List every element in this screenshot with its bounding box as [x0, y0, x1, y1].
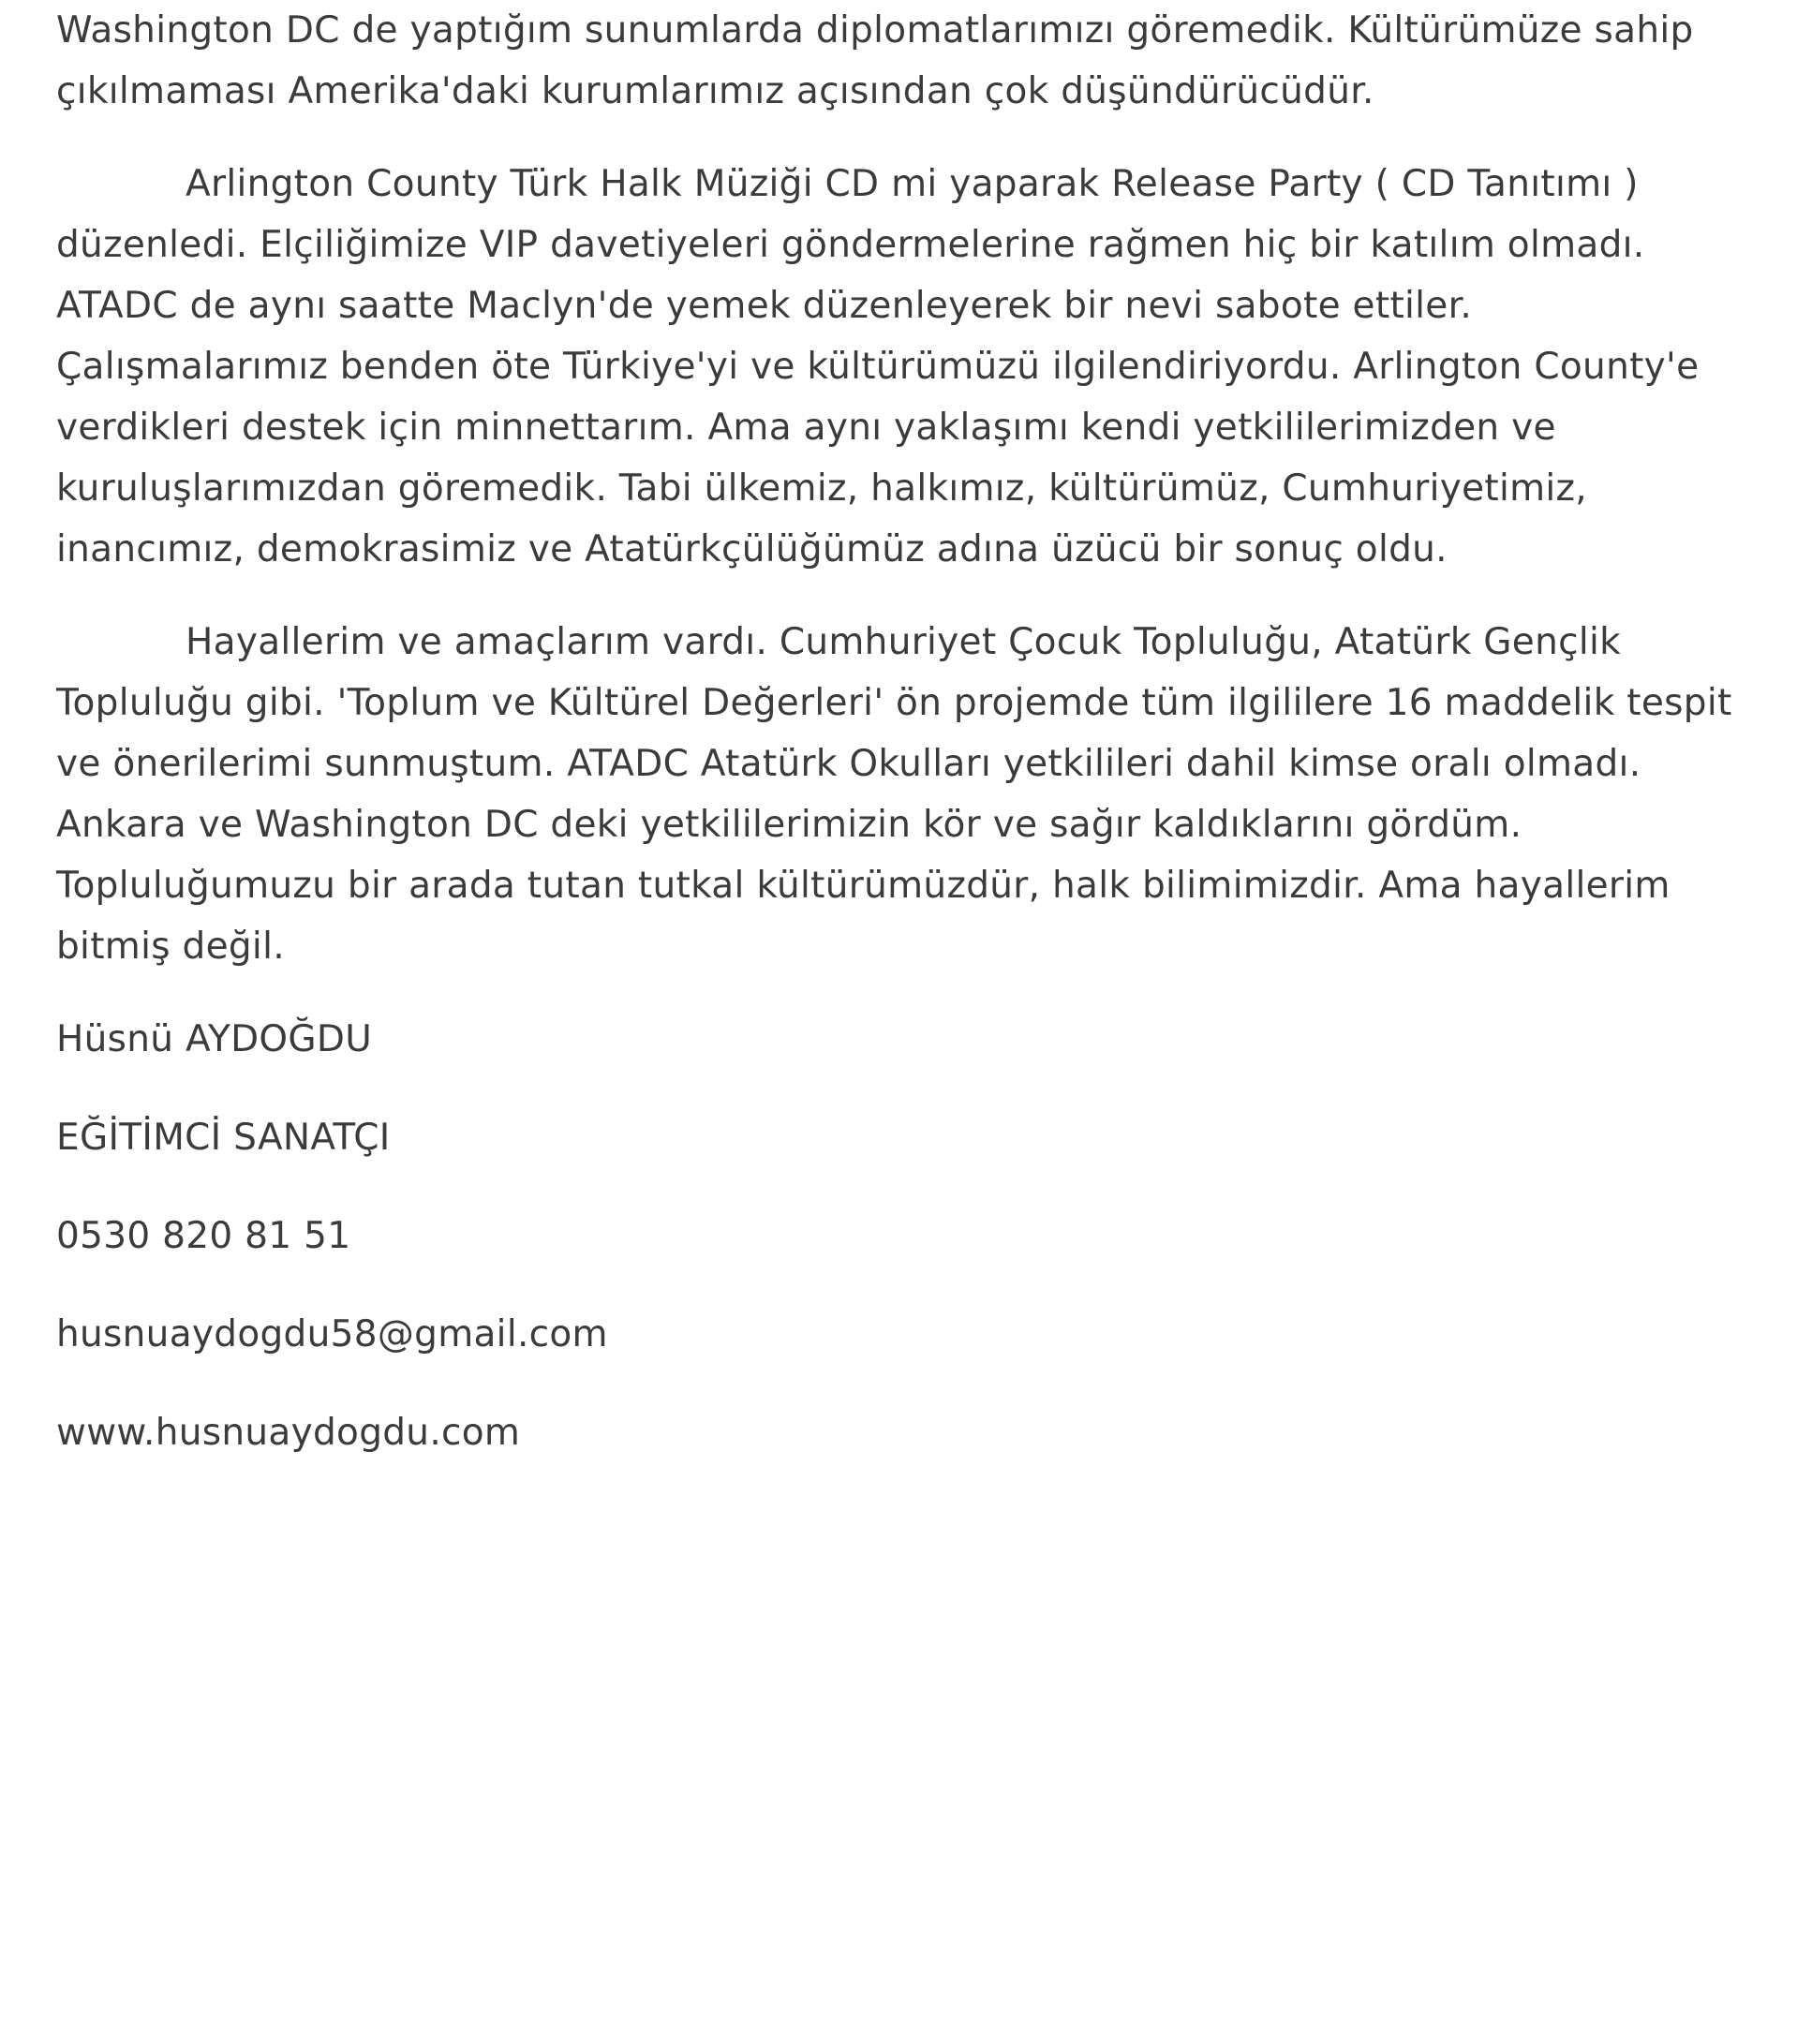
- paragraph-2: [56, 154, 1752, 580]
- text-line: Arlington County Türk Halk Müziği CD mi yaparak Release Party ( CD Tanıtımı ): [186, 163, 1639, 205]
- signature-phone: 0530 820 81 51: [56, 1215, 351, 1257]
- text-line: Ankara ve Washington DC deki yetkililerimizin kör ve sağır kaldıklarını gördüm.: [56, 804, 1522, 846]
- signature-block: [56, 1009, 1752, 1463]
- text-line: inancımız, demokrasimiz ve Atatürkçülüğümüz adına üzücü bir sonuç oldu.: [56, 528, 1448, 570]
- signature-email: husnuaydogdu58@gmail.com: [56, 1313, 608, 1355]
- text-line: düzenledi. Elçiliğimize VIP davetiyeleri göndermelerine rağmen hiç bir katılım olmadı.: [56, 224, 1645, 266]
- text-line: Hayallerim ve amaçlarım vardı. Cumhuriyet Çocuk Topluluğu, Atatürk Gençlik: [186, 621, 1622, 663]
- text-line: Topluluğu gibi. 'Toplum ve Kültürel Değerleri' ön projemde tüm ilgililere 16 maddelik tespit: [56, 682, 1732, 724]
- paragraph-1: [56, 0, 1752, 122]
- text-line: çıkılmaması Amerika'daki kurumlarımız açısından çok düşündürücüdür.: [56, 70, 1374, 112]
- letter-body: [56, 0, 1752, 1501]
- text-line: kuruluşlarımızdan göremedik. Tabi ülkemiz, halkımız, kültürümüz, Cumhuriyetimiz,: [56, 467, 1588, 510]
- text-line: Çalışmalarımız benden öte Türkiye'yi ve kültürümüzü ilgilendiriyordu. Arlington County'e: [56, 346, 1700, 388]
- text-line: Topluluğumuzu bir arada tutan tutkal kültürümüzdür, halk bilimimizdir. Ama hayallerim: [56, 865, 1671, 907]
- paragraph-3: [56, 612, 1752, 977]
- text-line: Washington DC de yaptığım sunumlarda diplomatlarımızı göremedik. Kültürümüze sahip: [56, 9, 1694, 52]
- text-line: ATADC de aynı saatte Maclyn'de yemek düzenleyerek bir nevi sabote ettiler.: [56, 285, 1473, 327]
- signature-title: EĞİTİMCİ SANATÇI: [56, 1117, 391, 1159]
- text-line: verdikleri destek için minnettarım. Ama aynı yaklaşımı kendi yetkililerimizden ve: [56, 407, 1556, 449]
- text-line: ve önerilerimi sunmuştum. ATADC Atatürk Okulları yetkilileri dahil kimse oralı olmadı.: [56, 743, 1641, 785]
- signature-name: Hüsnü AYDOĞDU: [56, 1018, 373, 1060]
- text-line: bitmiş değil.: [56, 926, 285, 968]
- signature-website: www.husnuaydogdu.com: [56, 1412, 521, 1454]
